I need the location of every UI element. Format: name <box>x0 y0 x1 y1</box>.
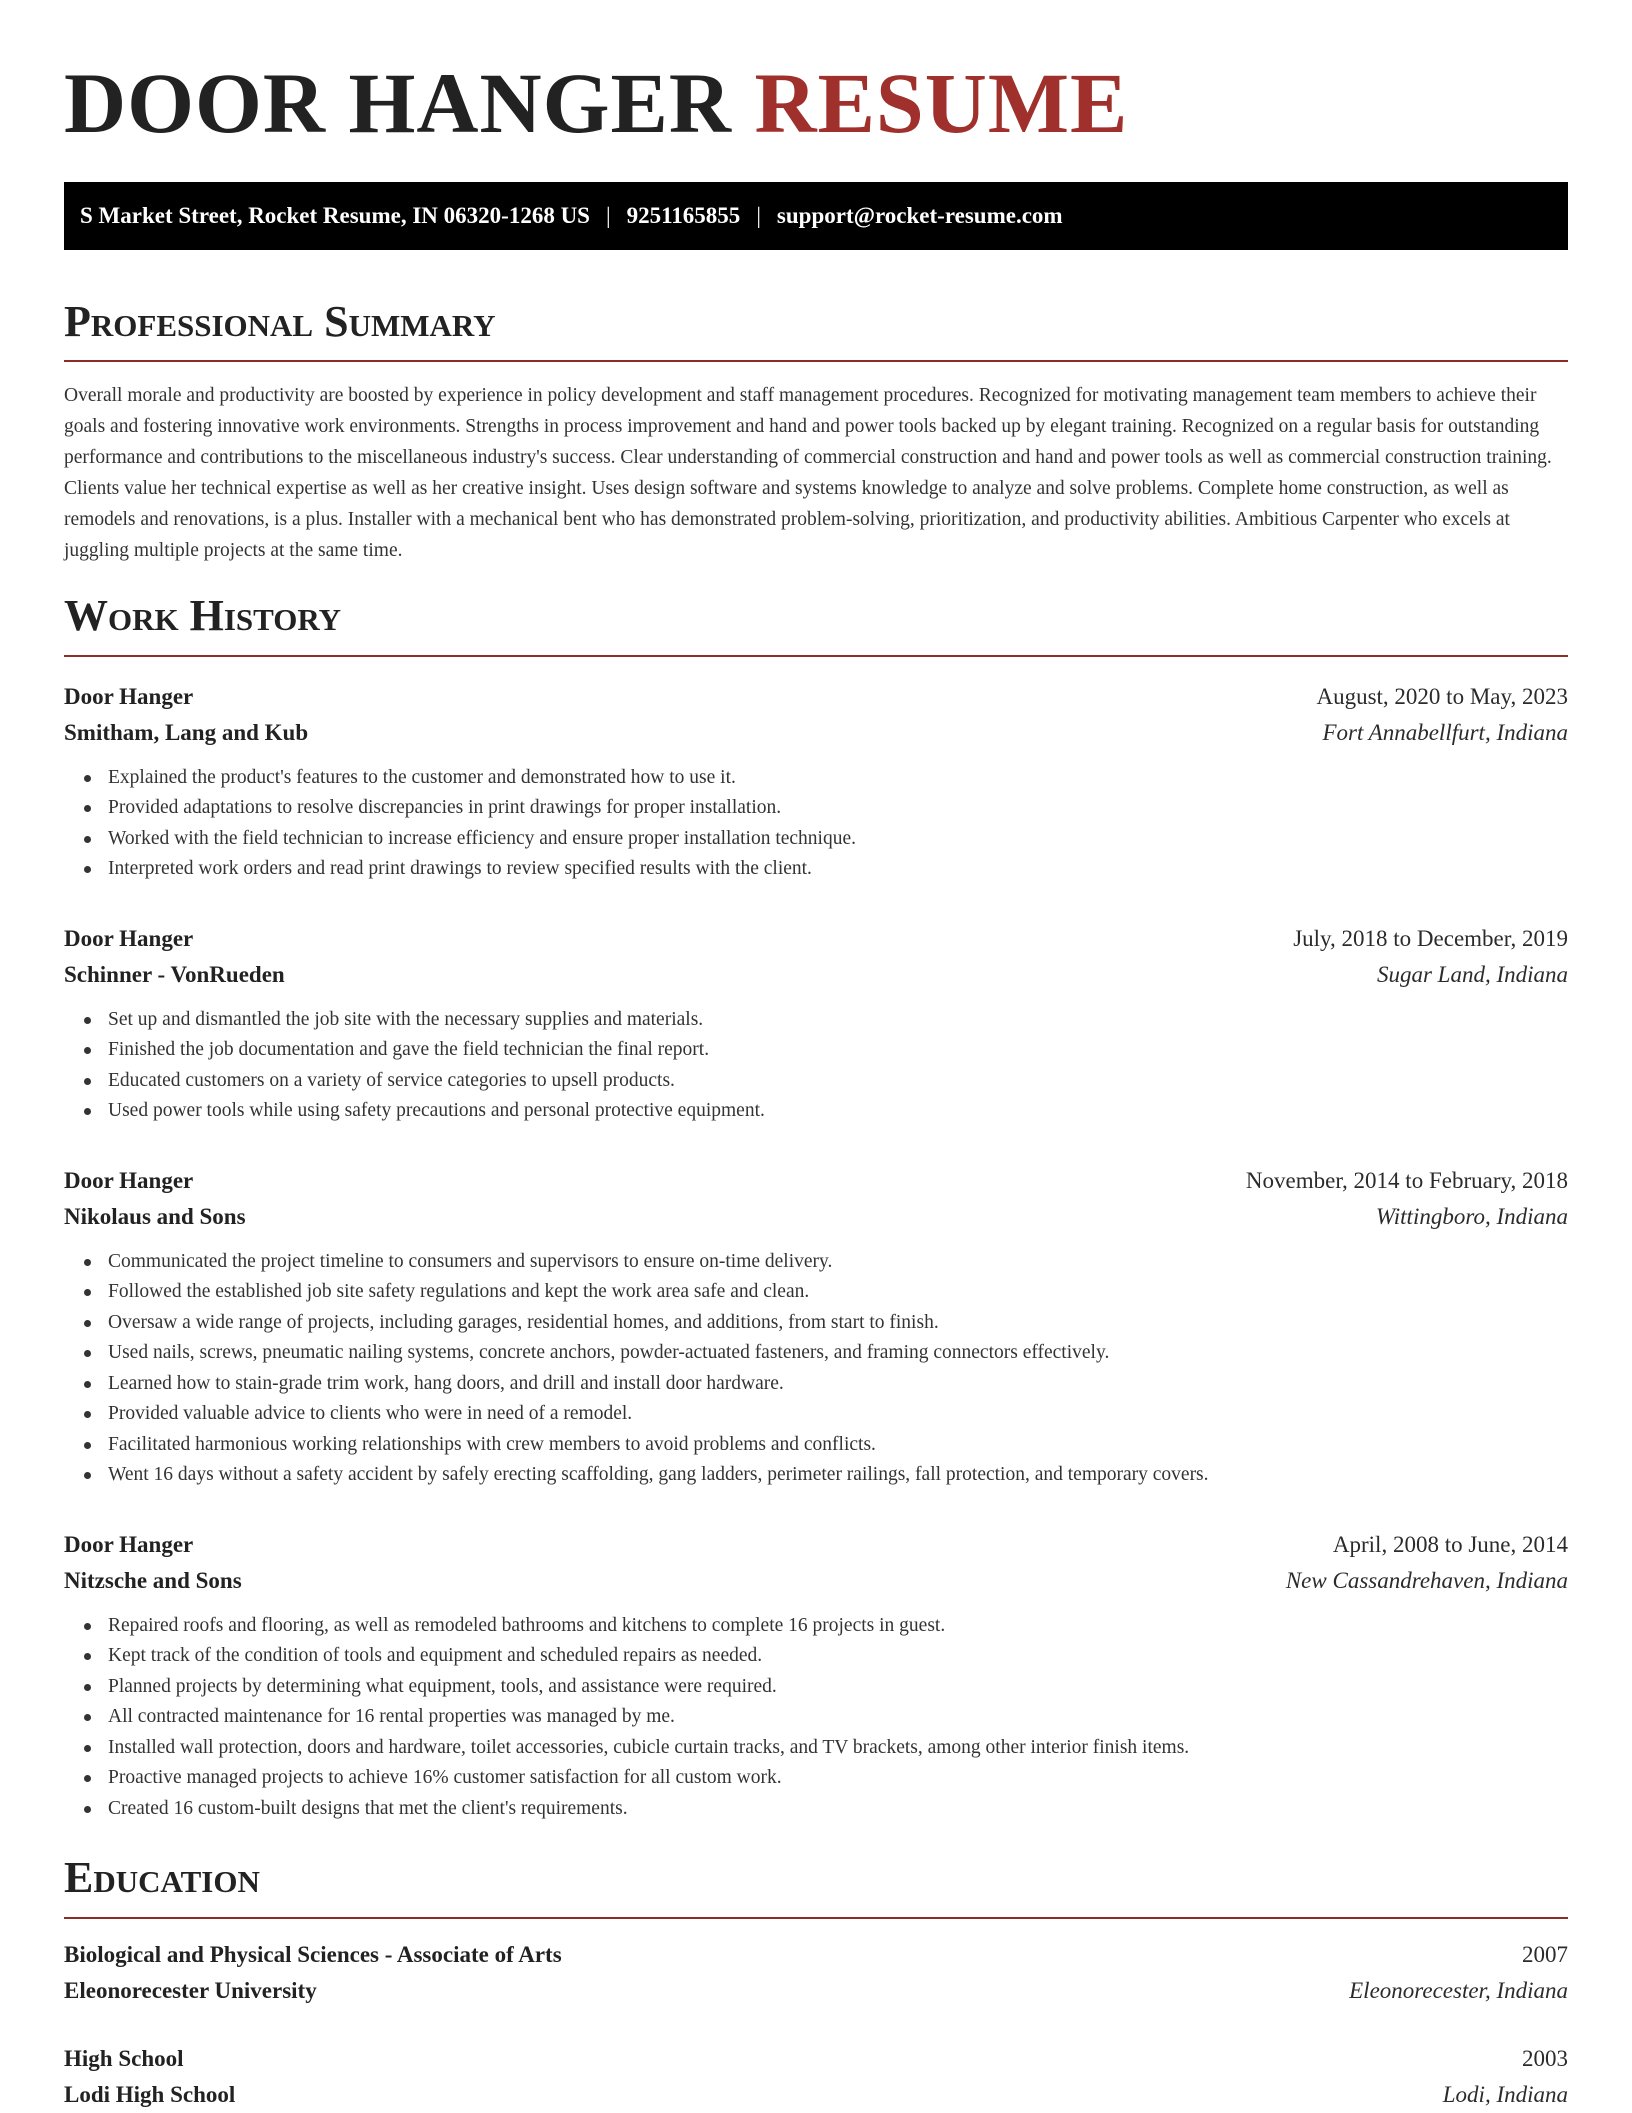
job-company-row <box>64 1563 1568 1599</box>
job-duty-item <box>108 1066 1568 1097</box>
job-duty-item <box>108 1096 1568 1127</box>
bullet-icon <box>84 1259 91 1266</box>
job-duty-item <box>108 1460 1568 1491</box>
job-duty-text: Learned how to stain-grade trim work, hang doors, and drill and install door hardware. <box>108 1372 784 1394</box>
bullet-icon <box>84 775 91 782</box>
bullet-icon <box>84 1350 91 1357</box>
job-header-row <box>64 1163 1568 1199</box>
job-duty-item <box>108 1763 1568 1794</box>
job-duty-text: Repaired roofs and flooring, as well as remodeled bathrooms and kitchens to complete 16 projects in guest. <box>108 1614 946 1636</box>
education-degree: Biological and Physical Sciences - Associate of Arts <box>64 1941 562 1967</box>
contact-email: support@rocket-resume.com <box>776 203 1063 228</box>
bullet-icon <box>84 1775 91 1782</box>
title-accent: RESUME <box>754 55 1129 151</box>
job-duty-text: Created 16 custom-built designs that met the client's requirements. <box>108 1797 628 1819</box>
summary-heading: Professional Summary <box>64 298 1568 362</box>
bullet-icon <box>84 1714 91 1721</box>
job-company-row <box>64 1199 1568 1235</box>
job-duty-item <box>108 1247 1568 1278</box>
job-company-row <box>64 957 1568 993</box>
bullet-icon <box>84 1320 91 1327</box>
job-duty-text: Worked with the field technician to increase efficiency and ensure proper installation technique. <box>108 827 856 849</box>
job-duty-item <box>108 1672 1568 1703</box>
job-duty-text: Installed wall protection, doors and hardware, toilet accessories, cubicle curtain tracks, and TV brackets, among other interior finish items. <box>108 1736 1190 1758</box>
job-duty-item <box>108 1338 1568 1369</box>
job-duty-item <box>108 854 1568 885</box>
job-duty-item <box>108 1277 1568 1308</box>
job-duty-item <box>108 1430 1568 1461</box>
job-duty-text: Set up and dismantled the job site with the necessary supplies and materials. <box>108 1008 704 1030</box>
bullet-icon <box>84 1381 91 1388</box>
education-list <box>64 1937 1568 2113</box>
job-title: Door Hanger <box>64 925 194 951</box>
job-dates: July, 2018 to December, 2019 <box>1293 925 1568 951</box>
contact-phone: 9251165855 <box>626 203 741 228</box>
job-duty-text: Used nails, screws, pneumatic nailing systems, concrete anchors, powder-actuated fasteners, and framing connectors effectively. <box>108 1342 1110 1364</box>
bullet-icon <box>84 836 91 843</box>
bullet-icon <box>84 1411 91 1418</box>
job-company-row <box>64 715 1568 751</box>
job-duty-text: Interpreted work orders and read print drawings to review specified results with the client. <box>108 858 812 880</box>
resume-title <box>64 55 1568 151</box>
job-duty-text: Provided valuable advice to clients who were in need of a remodel. <box>108 1403 633 1425</box>
job-duty-item <box>108 1005 1568 1036</box>
bullet-icon <box>84 866 91 873</box>
bullet-icon <box>84 1108 91 1115</box>
job-duty-text: Communicated the project timeline to consumers and supervisors to ensure on-time delivery. <box>108 1250 833 1272</box>
job-title: Door Hanger <box>64 683 194 709</box>
job-location: Fort Annabellfurt, Indiana <box>1322 719 1568 745</box>
education-header-row <box>64 1937 1568 1973</box>
job-company: Nikolaus and Sons <box>64 1203 246 1229</box>
education-school: Lodi High School <box>64 2081 236 2107</box>
bullet-icon <box>84 1442 91 1449</box>
job-duty-text: Went 16 days without a safety accident by safely erecting scaffolding, gang ladders, perimeter railings, fall protection, and temporary covers. <box>108 1464 1209 1486</box>
job-duty-text: Facilitated harmonious working relationships with crew members to avoid problems and conflicts. <box>108 1433 876 1455</box>
education-location: Lodi, Indiana <box>1442 2081 1568 2107</box>
job-duty-text: Followed the established job site safety regulations and kept the work area safe and clean. <box>108 1281 810 1303</box>
education-header-row <box>64 2041 1568 2077</box>
job-duty-text: Kept track of the condition of tools and equipment and scheduled repairs as needed. <box>108 1645 763 1667</box>
job-duty-item <box>108 1369 1568 1400</box>
job-duty-text: Oversaw a wide range of projects, including garages, residential homes, and additions, from start to finish. <box>108 1311 939 1333</box>
work-history-heading: Work History <box>64 592 1568 656</box>
summary-text: Overall morale and productivity are boosted by experience in policy development and staff management procedures. Recognized for motivating management team members to achieve their goals and fostering innovative work environments. Strengths in process improvement and hand and power tools backed up by elegant training. Recognized on a regular basis for outstanding performance and contributions to the miscellaneous industry's success. Clear understanding of commercial construction and hand and power tools as well as commercial construction training. Clients value her technical expertise as well as her creative insight. Uses design software and systems knowledge to analyze and solve problems. Complete home construction, as well as remodels and renovations, is a plus. Installer with a mechanical bent who has demonstrated problem-solving, prioritization, and productivity abilities. Ambitious Carpenter who excels at juggling multiple projects at the same time. <box>64 385 1552 562</box>
job-header-row <box>64 679 1568 715</box>
job-duty-text: Finished the job documentation and gave the field technician the final report. <box>108 1039 710 1061</box>
education-heading: Education <box>64 1854 1568 1918</box>
job-dates: August, 2020 to May, 2023 <box>1316 683 1568 709</box>
bullet-icon <box>84 1289 91 1296</box>
job-duty-text: Explained the product's features to the customer and demonstrated how to use it. <box>108 766 736 788</box>
job-duty-item <box>108 1611 1568 1642</box>
job-duty-item <box>108 824 1568 855</box>
bullet-icon <box>84 1078 91 1085</box>
job-entry <box>64 1527 1568 1825</box>
education-year: 2007 <box>1522 1941 1568 1967</box>
job-dates: April, 2008 to June, 2014 <box>1332 1531 1568 1557</box>
job-duty-text: Proactive managed projects to achieve 16% customer satisfaction for all custom work. <box>108 1767 782 1789</box>
bullet-icon <box>84 1472 91 1479</box>
job-header-row <box>64 921 1568 957</box>
education-degree: High School <box>64 2045 184 2071</box>
job-duties-list <box>64 763 1568 885</box>
job-duty-text: Used power tools while using safety precautions and personal protective equipment. <box>108 1100 765 1122</box>
education-school-row <box>64 2077 1568 2113</box>
job-duty-item <box>108 1733 1568 1764</box>
bullet-icon <box>84 1745 91 1752</box>
job-duty-item <box>108 1702 1568 1733</box>
job-duty-text: Educated customers on a variety of service categories to upsell products. <box>108 1069 675 1091</box>
job-location: Sugar Land, Indiana <box>1376 961 1568 987</box>
title-name: DOOR HANGER <box>64 55 732 151</box>
job-company: Smitham, Lang and Kub <box>64 719 309 745</box>
job-duty-item <box>108 1035 1568 1066</box>
contact-separator: | <box>605 203 611 228</box>
job-company: Schinner - VonRueden <box>64 961 285 987</box>
education-location: Eleonorecester, Indiana <box>1349 1977 1568 2003</box>
bullet-icon <box>84 1653 91 1660</box>
job-duty-item <box>108 763 1568 794</box>
job-duty-text: All contracted maintenance for 16 rental properties was managed by me. <box>108 1706 675 1728</box>
bullet-icon <box>84 805 91 812</box>
job-duty-text: Provided adaptations to resolve discrepancies in print drawings for proper installation. <box>108 797 782 819</box>
bullet-icon <box>84 1684 91 1691</box>
work-history-list <box>64 679 1568 1825</box>
job-dates: November, 2014 to February, 2018 <box>1245 1167 1568 1193</box>
bullet-icon <box>84 1047 91 1054</box>
job-duty-item <box>108 1399 1568 1430</box>
job-location: New Cassandrehaven, Indiana <box>1285 1567 1568 1593</box>
contact-address: S Market Street, Rocket Resume, IN 06320-1268 US <box>80 203 590 228</box>
job-duty-text: Planned projects by determining what equipment, tools, and assistance were required. <box>108 1675 777 1697</box>
job-duty-item <box>108 1641 1568 1672</box>
job-duties-list <box>64 1247 1568 1491</box>
job-duty-item <box>108 1308 1568 1339</box>
education-year: 2003 <box>1522 2045 1568 2071</box>
job-duties-list <box>64 1611 1568 1825</box>
job-duty-item <box>108 793 1568 824</box>
bullet-icon <box>84 1623 91 1630</box>
job-entry <box>64 1163 1568 1491</box>
contact-separator: | <box>756 203 761 228</box>
job-duties-list <box>64 1005 1568 1127</box>
job-title: Door Hanger <box>64 1167 194 1193</box>
bullet-icon <box>84 1017 91 1024</box>
job-entry <box>64 679 1568 885</box>
job-location: Wittingboro, Indiana <box>1375 1203 1568 1229</box>
education-entry <box>64 2041 1568 2113</box>
education-entry <box>64 1937 1568 2009</box>
job-company: Nitzsche and Sons <box>64 1567 242 1593</box>
bullet-icon <box>84 1806 91 1813</box>
job-header-row <box>64 1527 1568 1563</box>
job-entry <box>64 921 1568 1127</box>
education-school-row <box>64 1973 1568 2009</box>
education-school: Eleonorecester University <box>64 1977 317 2003</box>
job-duty-item <box>108 1794 1568 1825</box>
job-title: Door Hanger <box>64 1531 194 1557</box>
contact-bar <box>64 182 1568 250</box>
